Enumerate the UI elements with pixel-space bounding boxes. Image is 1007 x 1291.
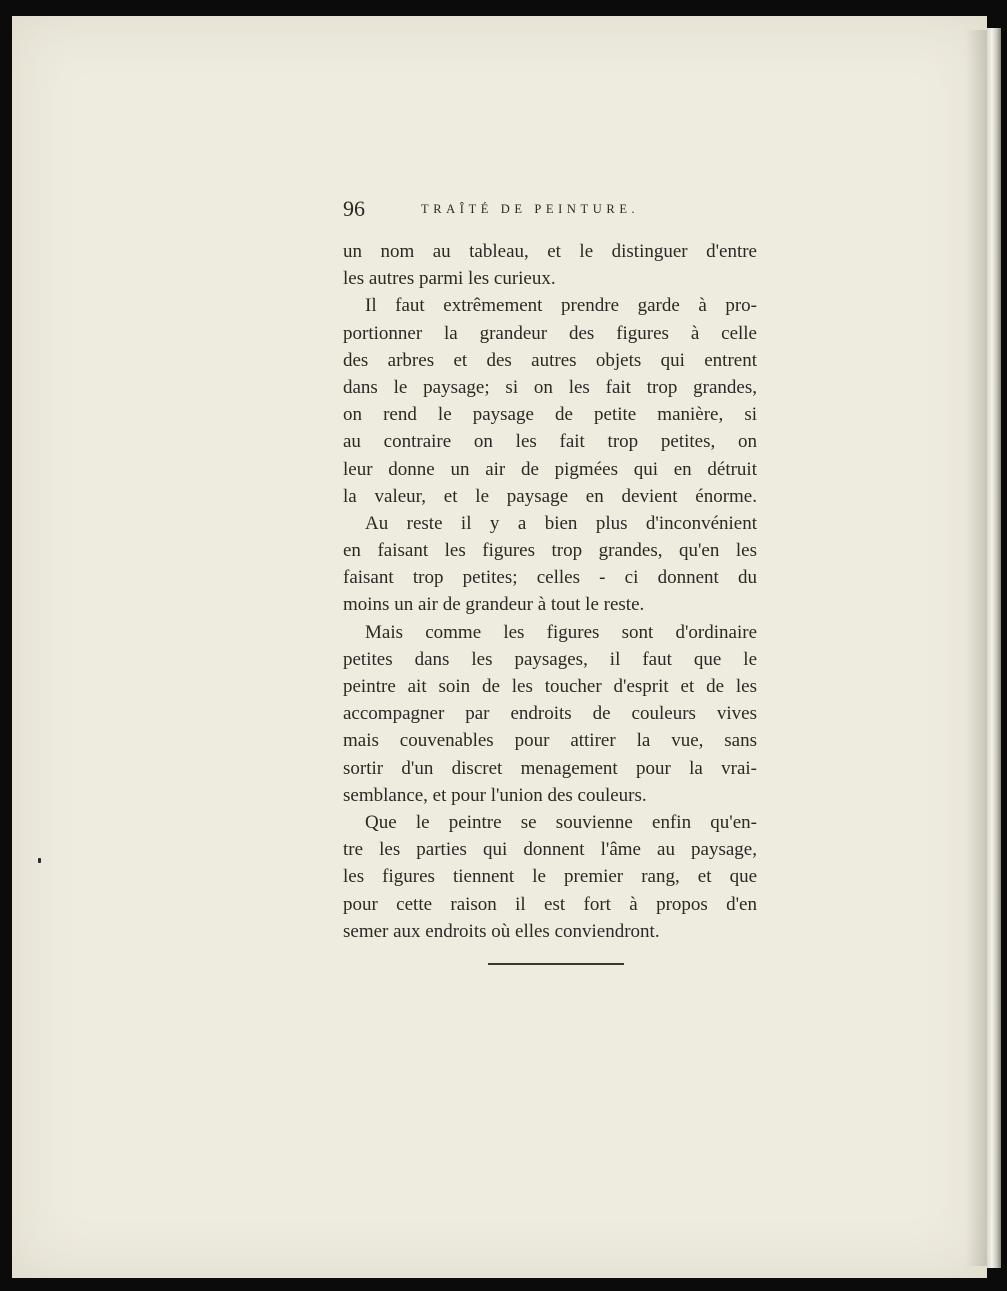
text-line: des arbres et des autres objets qui entrent: [343, 349, 757, 371]
text-line: on rend le paysage de petite manière, si: [343, 404, 757, 426]
end-rule: [488, 963, 624, 965]
text-line: Que le peintre se souvienne enfin qu'en-: [365, 811, 757, 833]
text-line: tre les parties qui donnent l'âme au paysage,: [343, 839, 757, 861]
text-line: en faisant les figures trop grandes, qu'en les: [343, 540, 757, 562]
text-line: les autres parmi les curieux.: [343, 268, 556, 290]
paragraph: [343, 510, 757, 619]
page-gutter-shadow: [966, 30, 988, 1266]
text-line: semer aux endroits où elles conviendront.: [343, 920, 660, 942]
text-line: Il faut extrêmement prendre garde à pro-: [365, 295, 757, 317]
text-line: leur donne un air de pigmées qui en détruit: [343, 458, 757, 480]
page-number: 96: [343, 196, 365, 221]
text-line: pour cette raison il est fort à propos d'en: [343, 893, 757, 915]
text-line: peintre ait soin de les toucher d'esprit et de les: [343, 676, 757, 697]
paragraph: [343, 238, 757, 292]
text-line: dans le paysage; si on les fait trop grandes,: [343, 376, 757, 398]
text-line: les figures tiennent le premier rang, et que: [343, 866, 757, 888]
paragraph: [343, 809, 757, 945]
text-line: mais couvenables pour attirer la vue, sans: [343, 730, 757, 752]
body-text: [343, 238, 757, 945]
paragraph: [343, 292, 757, 510]
text-line: accompagner par endroits de couleurs vives: [343, 703, 757, 725]
text-line: petites dans les paysages, il faut que le: [343, 648, 757, 670]
paragraph: [343, 619, 757, 809]
text-line: portionner la grandeur des figures à celle: [343, 322, 757, 344]
text-line: au contraire on les fait trop petites, on: [343, 431, 757, 453]
text-line: Mais comme les figures sont d'ordinaire: [365, 621, 757, 643]
text-line: sortir d'un discret menagement pour la vrai-: [343, 757, 757, 779]
paper-speck: [38, 858, 41, 863]
text-line: un nom au tableau, et le distinguer d'entre: [343, 241, 757, 262]
running-head: [343, 196, 763, 226]
text-line: Au reste il y a bien plus d'inconvénient: [365, 512, 757, 534]
text-line: moins un air de grandeur à tout le reste.: [343, 594, 645, 616]
text-line: la valeur, et le paysage en devient énorme.: [343, 485, 757, 507]
text-line: faisant trop petites; celles - ci donnent du: [343, 567, 757, 589]
page-fore-edge: [987, 28, 1001, 1268]
running-title: TRAÎTÉ DE PEINTURE.: [421, 202, 640, 216]
text-line: semblance, et pour l'union des couleurs.: [343, 784, 647, 806]
